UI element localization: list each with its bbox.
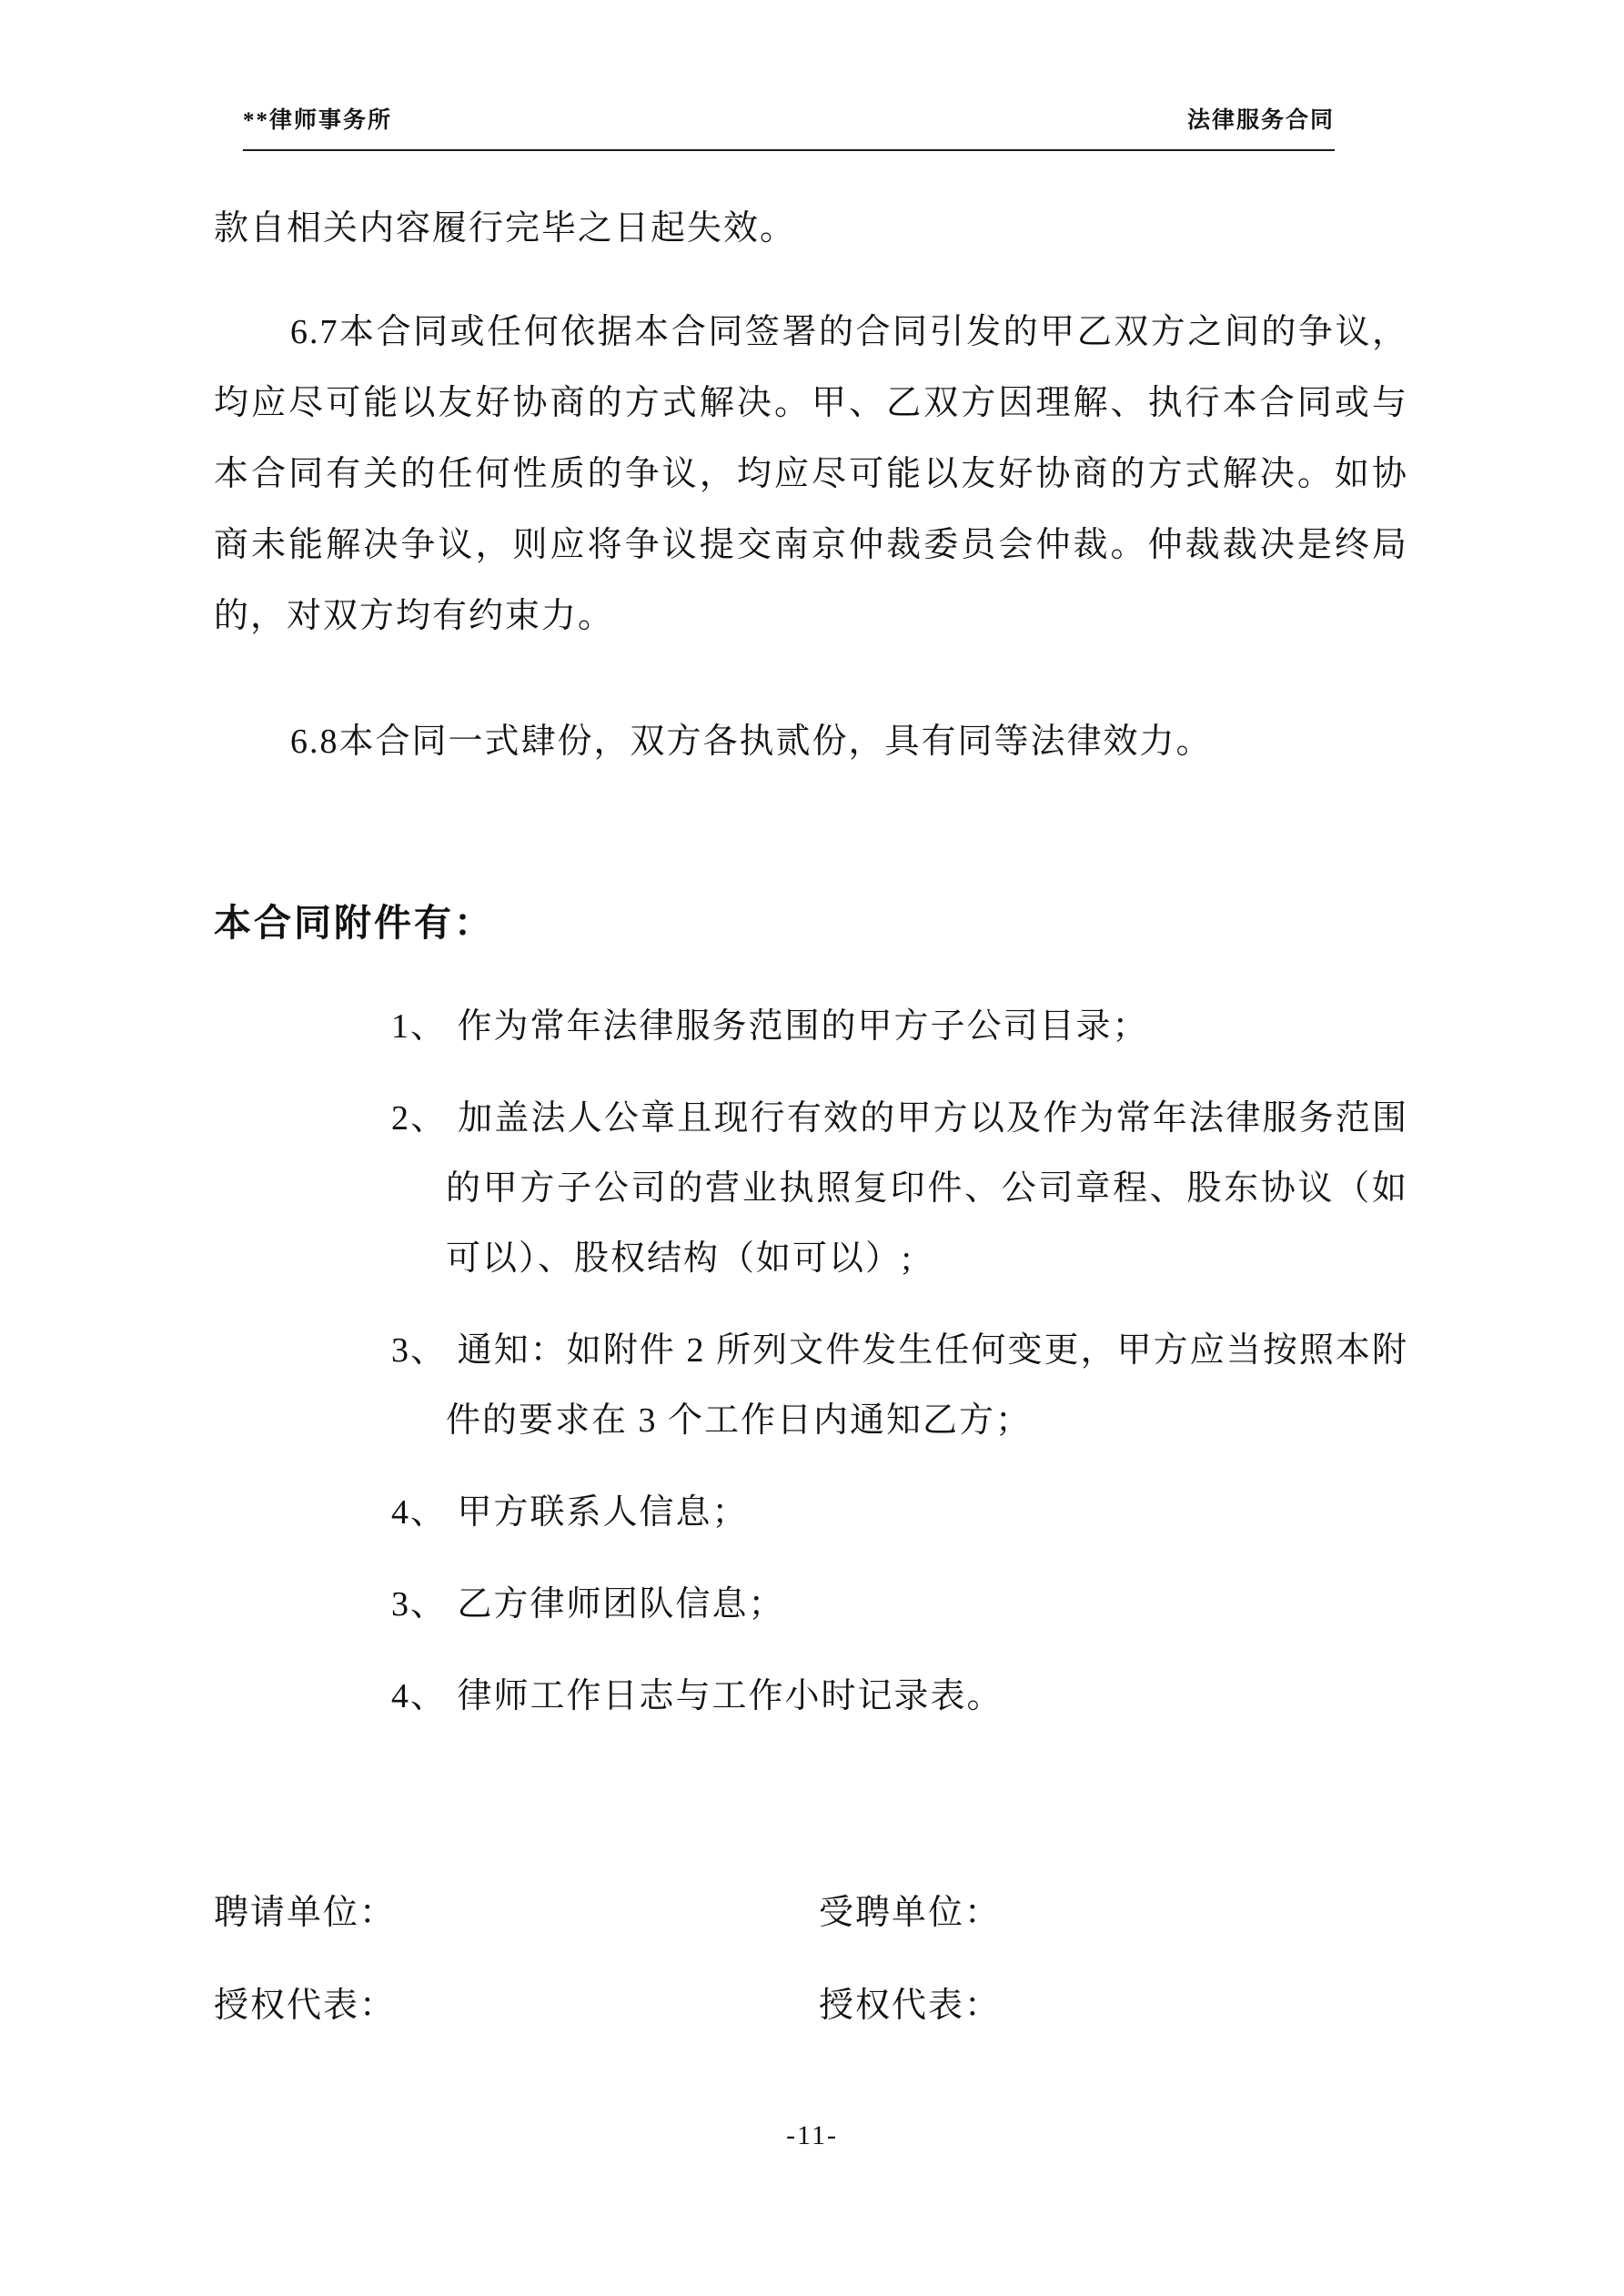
page-footer [0,2120,1624,2151]
attachment-item-1: 1、 作为常年法律服务范围的甲方子公司目录； [391,1007,1149,1046]
attachment-item-3: 3、 通知：如附件 2 所列文件发生任何变更，甲方应当按照本附件的要求在 3 个工作日内通知乙方； [391,1331,1408,1440]
header-document-title: 法律服务合同 [1186,108,1335,133]
hiring-unit-label: 聘请单位： [214,1894,397,1932]
attachment-item-6: 4、 律师工作日志与工作小时记录表。 [391,1677,1004,1715]
attachment-item-2: 2、 加盖法人公章且现行有效的甲方以及作为常年法律服务范围的甲方子公司的营业执照复印件、公司章程、股东协议（如可以）、股权结构（如可以）; [391,1099,1408,1278]
paragraph-clause-6-7: 6.7本合同或任何依据本合同签署的合同引发的甲乙双方之间的争议，均应尽可能以友好协商的方式解决。甲、乙双方因理解、执行本合同或与本合同有关的任何性质的争议，均应尽可能以友好协商的方式解决。如协商未能解决争议，则应将争议提交南京仲裁委员会仲裁。仲裁裁决是终局的，对双方均有约束力。 [214,313,1408,635]
signature-block [214,1877,1408,2041]
authorized-rep-left-label: 授权代表： [214,1987,397,2025]
attachments-list [214,992,1408,1732]
hired-unit-label: 受聘单位： [819,1894,1002,1932]
paragraph-clause-6-8: 6.8本合同一式肆份，双方各执贰份，具有同等法律效力。 [290,723,1213,761]
page-header [243,102,1335,151]
authorized-rep-right-label: 授权代表： [819,1987,1002,2025]
page-number: -11- [786,2120,838,2150]
attachment-item-4: 4、 甲方联系人信息； [391,1493,749,1532]
attachment-item-5: 3、 乙方律师团队信息； [391,1585,785,1623]
header-firm-name: **律师事务所 [243,108,393,133]
attachments-heading: 本合同附件有： [214,902,494,944]
paragraph-carryover: 款自相关内容履行完毕之日起失效。 [214,209,797,248]
